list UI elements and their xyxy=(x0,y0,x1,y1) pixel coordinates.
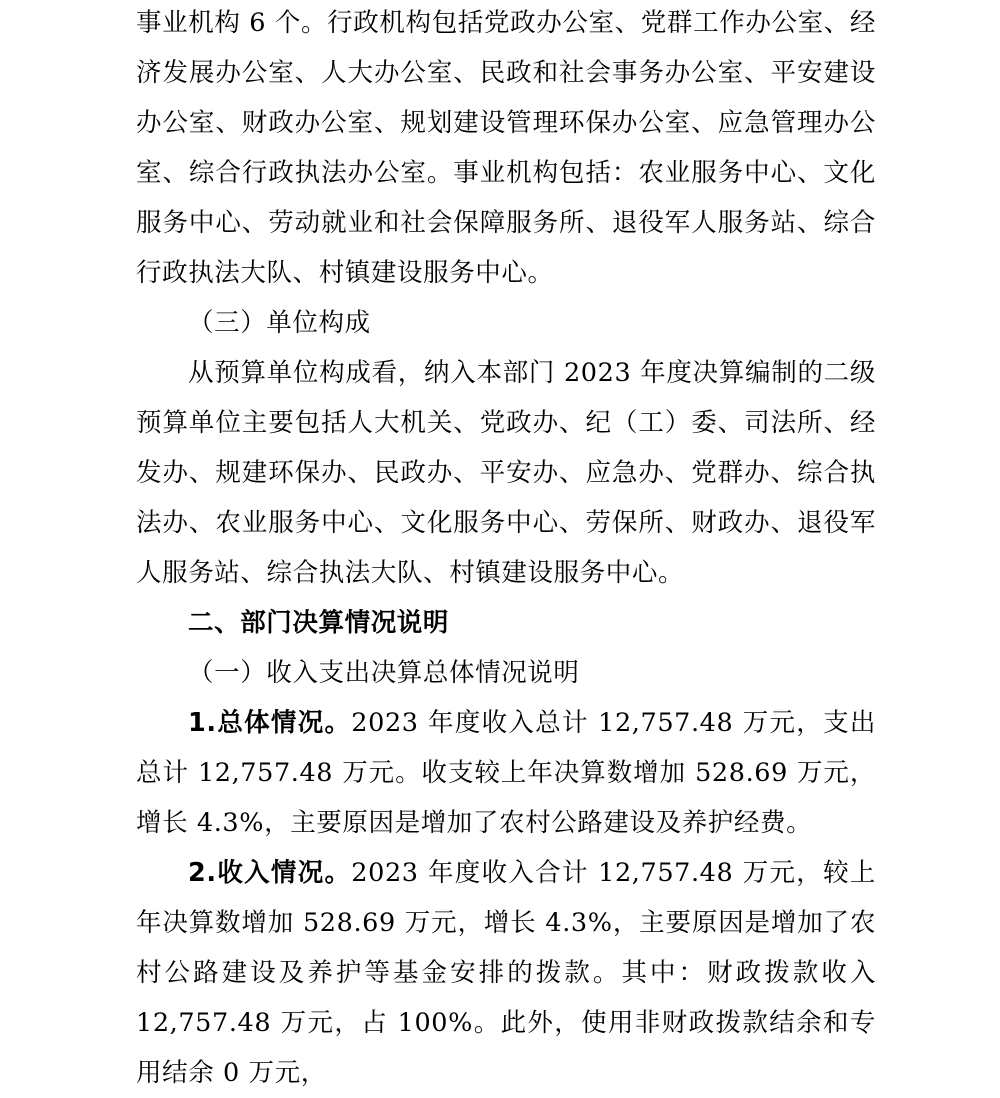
overall-lead: 1.总体情况。 xyxy=(188,708,352,738)
paragraph-institutions: 事业机构 6 个。行政机构包括党政办公室、党群工作办公室、经济发展办公室、人大办公室、民政和社会事务办公室、平安建设办公室、财政办公室、规划建设管理环保办公室、应急管理办公室、综合行政执法办公室。事业机构包括：农业服务中心、文化服务中心、劳动就业和社会保障服务所、退役军人服务站、综合行政执法大队、村镇建设服务中心。 xyxy=(136,8,876,288)
document-page xyxy=(136,0,876,1098)
heading-unit-composition: （三）单位构成 xyxy=(188,308,371,338)
overall-text: 2023 年度收入总计 12,757.48 万元，支出总计 12,757.48 万元。收支较上年决算数增加 528.69 万元，增长 4.3%，主要原因是增加了农村公路建设及养护经费。 xyxy=(136,708,876,838)
heading-income-expense-overview: （一）收入支出决算总体情况说明 xyxy=(188,658,580,688)
paragraph-overall xyxy=(136,698,876,848)
income-lead: 2.收入情况。 xyxy=(188,858,352,888)
heading-section-two: 二、部门决算情况说明 xyxy=(188,608,450,638)
income-text: 2023 年度收入合计 12,757.48 万元，较上年决算数增加 528.69 万元，增长 4.3%，主要原因是增加了农村公路建设及养护等基金安排的拨款。其中：财政拨款收入 12,757.48 万元，占 100%。此外，使用非财政拨款结余和专用结余 0 万元， xyxy=(136,858,876,1088)
paragraph-income xyxy=(136,848,876,1098)
paragraph-unit-composition: 从预算单位构成看，纳入本部门 2023 年度决算编制的二级预算单位主要包括人大机关、党政办、纪（工）委、司法所、经发办、规建环保办、民政办、平安办、应急办、党群办、综合执法办、农业服务中心、文化服务中心、劳保所、财政办、退役军人服务站、综合执法大队、村镇建设服务中心。 xyxy=(136,358,876,588)
